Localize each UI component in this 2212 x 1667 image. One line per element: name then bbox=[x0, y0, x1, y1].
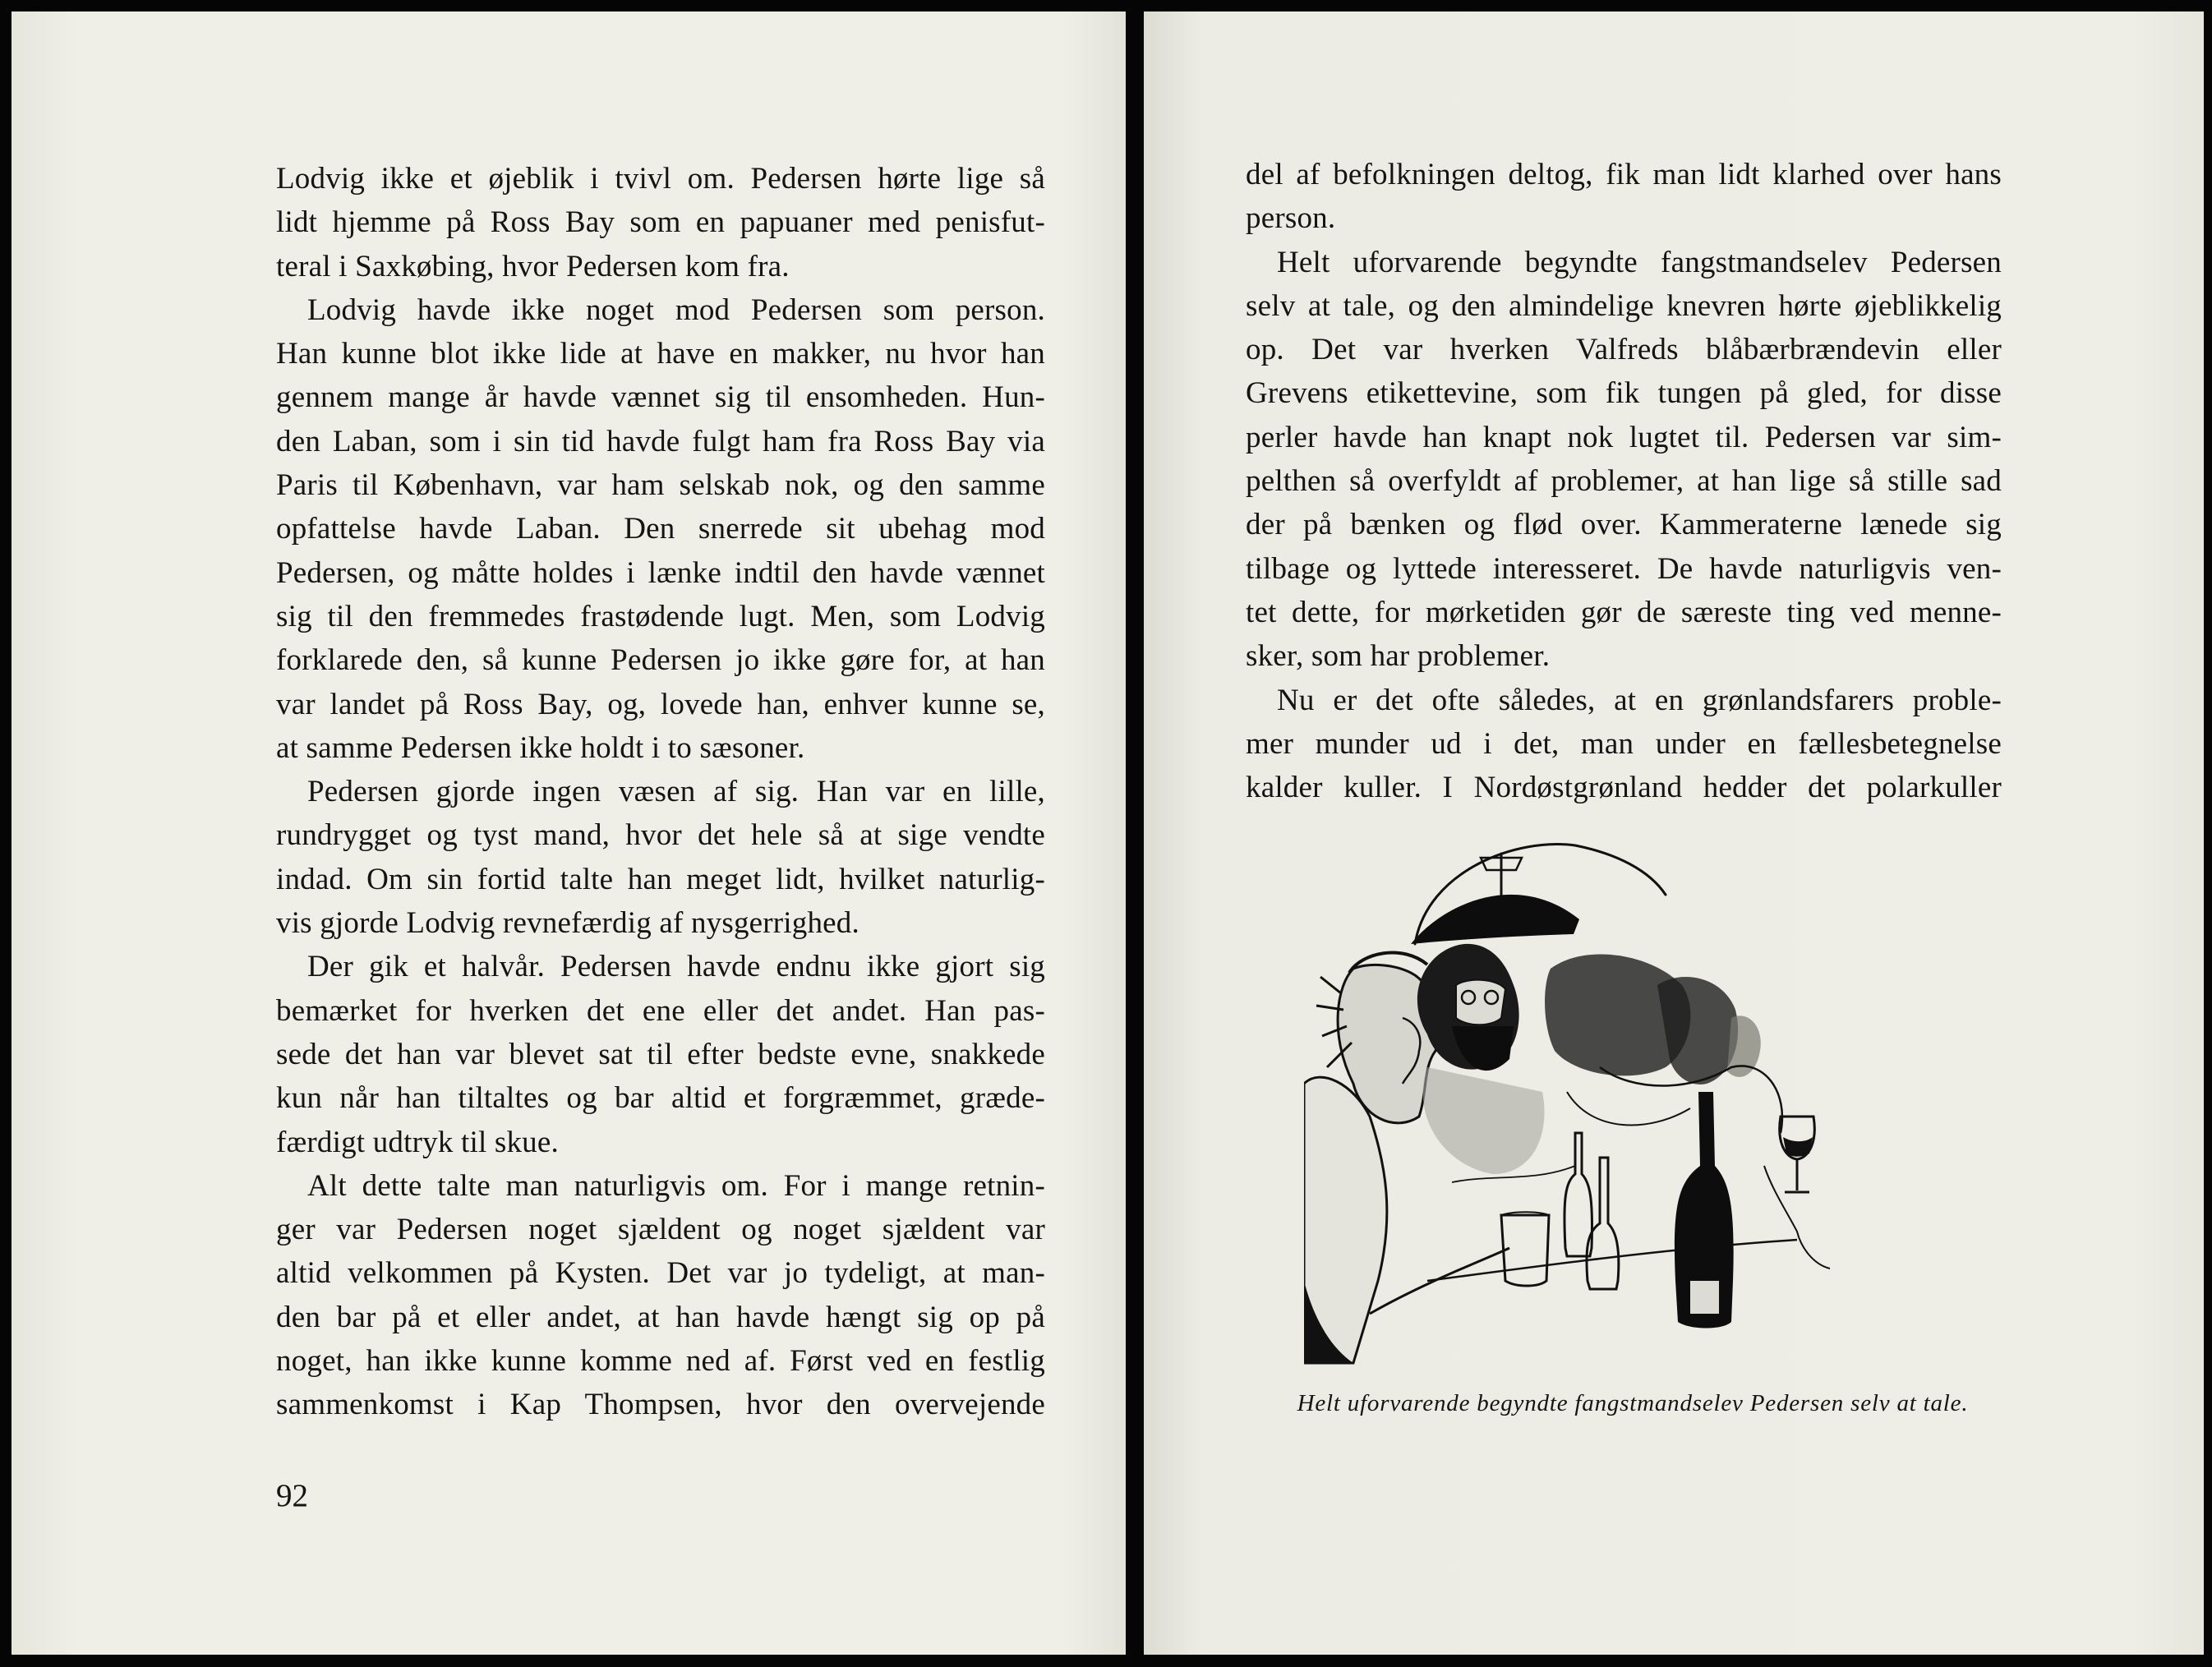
text-line: indad. Om sin fortid talte han meget lidt, hvilket naturlig- bbox=[276, 862, 1045, 896]
text-line: færdigt udtryk til skue. bbox=[276, 1125, 559, 1159]
drinking-glass bbox=[1501, 1215, 1549, 1286]
text-line: mer munder ud i det, man under en fællesbetegnelse bbox=[1246, 726, 2002, 761]
text-line: tet dette, for mørketiden gør de særeste ting ved menne- bbox=[1246, 595, 2002, 629]
text-line: noget, han ikke kunne komme ned af. Først ved en festlig bbox=[276, 1344, 1045, 1379]
text-line: Paris til København, var ham selskab nok, og den samme bbox=[276, 468, 1045, 503]
left-page-text bbox=[276, 157, 1045, 1427]
text-line: pelthen så overfyldt af problemer, at han lige så stille sad bbox=[1246, 464, 2002, 499]
text-line: perler havde han knapt nok lugtet til. Pedersen var sim- bbox=[1246, 420, 2002, 454]
text-line: den Laban, som i sin tid havde fulgt ham fra Ross Bay via bbox=[276, 424, 1045, 458]
text-line: person. bbox=[1246, 201, 1336, 236]
text-line: gennem mange år havde vænnet sig til ensomheden. Hun- bbox=[276, 380, 1045, 415]
text-line: Lodvig havde ikke noget mod Pedersen som person. bbox=[307, 292, 1045, 327]
text-line: Han kunne blot ikke lide at have en makker, nu hvor han bbox=[276, 337, 1045, 371]
text-line: opfattelse havde Laban. Den snerrede sit ubehag mod bbox=[276, 512, 1045, 546]
text-line: ger var Pedersen noget sjældent og noget sjældent var bbox=[276, 1213, 1045, 1247]
text-line: sede det han var blevet sat til efter bedste evne, snakkede bbox=[276, 1037, 1045, 1071]
text-line: sammenkomst i Kap Thompsen, hvor den overvejende bbox=[276, 1388, 1045, 1422]
text-line: sig til den fremmedes frastødende lugt. Men, som Lodvig bbox=[276, 599, 1045, 633]
text-line: Grevens etikettevine, som fik tungen på gled, for disse bbox=[1246, 376, 2002, 411]
text-line: vis gjorde Lodvig revnefærdig af nysgerrighed. bbox=[276, 906, 859, 941]
text-line: sker, som har problemer. bbox=[1246, 639, 1551, 674]
text-line: tilbage og lyttede interesseret. De havde naturligvis ven- bbox=[1246, 551, 2002, 586]
small-bottle bbox=[1565, 1133, 1592, 1256]
text-line: kalder kuller. I Nordøstgrønland hedder det polarkuller bbox=[1246, 771, 2002, 805]
right-figures bbox=[1545, 955, 1782, 1133]
text-line: den bar på et eller andet, at han havde hængt sig op på bbox=[276, 1300, 1045, 1334]
text-line: op. Det var hverken Valfreds blåbærbrændevin eller bbox=[1246, 333, 2002, 367]
text-line: teral i Saxkøbing, hvor Pedersen kom fra. bbox=[276, 249, 790, 283]
text-line: kun når han tiltaltes og bar altid et forgræmmet, græde- bbox=[276, 1081, 1045, 1116]
text-line: Helt uforvarende begyndte fangstmandselev Pedersen bbox=[1277, 245, 2002, 279]
text-line: del af befolkningen deltog, fik man lidt klarhed over hans bbox=[1246, 158, 2002, 191]
text-line: Pedersen, og måtte holdes i lænke indtil den havde vænnet bbox=[276, 555, 1045, 590]
right-page-text bbox=[1246, 153, 2002, 809]
right-page bbox=[1144, 12, 2204, 1655]
text-line: rundrygget og tyst mand, hvor det hele så at sige vendte bbox=[276, 818, 1045, 853]
text-line: var landet på Ross Bay, og, lovede han, enhver kunne se, bbox=[276, 687, 1045, 721]
text-line: Der gik et halvår. Pedersen havde endnu ikke gjort sig bbox=[307, 950, 1045, 984]
text-line: Lodvig ikke et øjeblik i tvivl om. Pedersen hørte lige så bbox=[276, 162, 1045, 196]
ink-illustration bbox=[1304, 821, 2027, 1379]
bottle-label bbox=[1690, 1281, 1719, 1314]
text-line: Alt dette talte man naturligvis om. For i mange retnin- bbox=[307, 1168, 1045, 1203]
text-line: forklarede den, så kunne Pedersen jo ikke gøre for, at han bbox=[276, 643, 1045, 678]
text-line: bemærket for hverken det ene eller det andet. Han pas- bbox=[276, 993, 1045, 1028]
text-line: at samme Pedersen ikke holdt i to sæsoner. bbox=[276, 730, 805, 765]
text-line: Pedersen gjorde ingen væsen af sig. Han var en lille, bbox=[307, 775, 1045, 809]
left-page bbox=[12, 12, 1126, 1655]
bearded-figure bbox=[1417, 944, 1545, 1174]
page-number: 92 bbox=[276, 1478, 308, 1513]
illustration-caption: Helt uforvarende begyndte fangstmandselev Pedersen selv at tale. bbox=[1297, 1390, 1969, 1416]
lamp-shade bbox=[1411, 895, 1579, 944]
text-line: Nu er det ofte således, at en grønlandsfarers proble- bbox=[1277, 683, 2002, 717]
text-line: altid velkommen på Kysten. Det var jo tydeligt, at man- bbox=[276, 1256, 1045, 1291]
text-line: der på bænken og flød over. Kammeraterne lænede sig bbox=[1246, 508, 2002, 542]
text-line: selv at tale, og den almindelige knevren hørte øjeblikkelig bbox=[1246, 288, 2002, 323]
text-line: lidt hjemme på Ross Bay som en papuaner med penisfut- bbox=[276, 205, 1045, 240]
